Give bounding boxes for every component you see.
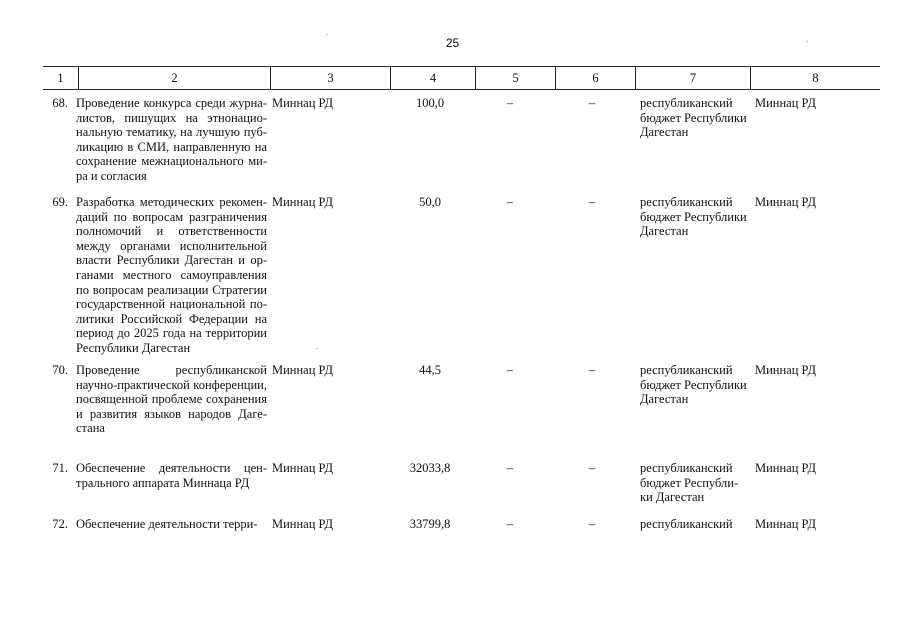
description-line: нальную тематику, на лучшую пуб- [76,125,267,140]
header-col-5: 5 [475,67,555,89]
executor: Миннац РД [272,96,334,110]
description-line: даций по вопросам разграничения [76,209,267,224]
executor: Миннац РД [272,195,334,209]
measure-description [76,363,267,436]
col6-dash: – [588,517,596,531]
row-number: 72. [52,517,68,531]
source-line: бюджет Республи- [640,475,739,490]
funding-source [640,363,752,407]
source-line: республиканский [640,96,733,110]
funding-source [640,96,752,140]
description-line: стана [76,421,105,436]
col5-dash: – [506,363,514,377]
page-number: 25 [445,36,460,50]
header-col-6: 6 [555,67,635,89]
responsible: Миннац РД [755,461,817,475]
description-line: Разработка методических рекомен- [76,195,267,209]
description-line: Проведение конкурса среди журна- [76,96,267,110]
table-header [43,66,880,90]
source-line: бюджет Республики [640,377,747,392]
header-col-1: 1 [57,70,64,85]
description-line: период до 2025 года на территории [76,326,267,341]
measure-description [76,195,267,356]
header-col-2: 2 [78,67,270,89]
description-line: литики Российской Федерации на [76,311,267,326]
row-number: 69. [52,195,68,209]
measure-description [76,517,267,532]
funding-source [640,195,752,239]
description-line: Обеспечение деятельности цен- [76,461,267,475]
description-line: государственной национальной по- [76,297,267,312]
source-line: Дагестан [640,392,689,407]
description-line: между органами исполнительной [76,238,267,253]
source-line: бюджет Республики [640,110,747,125]
description-line: Обеспечение деятельности терри- [76,517,258,531]
col6-dash: – [588,461,596,475]
description-line: посвященной проблеме сохранения [76,392,267,407]
description-line: и развития языков народов Даге- [76,406,267,421]
funding-source [640,461,752,505]
row-number: 70. [52,363,68,377]
col6-dash: – [588,96,596,110]
header-col-8: 8 [750,67,880,89]
description-line: сохранение межнационального ми- [76,154,267,169]
source-line: республиканский [640,461,733,475]
measure-description [76,461,267,490]
description-line: ликацию в СМИ, направленную на [76,139,267,154]
executor: Миннац РД [272,517,334,531]
responsible: Миннац РД [755,195,817,209]
col6-dash: – [588,195,596,209]
col5-dash: – [506,96,514,110]
description-line: власти Республики Дагестан и ор- [76,253,267,268]
row-number: 68. [52,96,68,110]
description-line: полномочий и ответственности [76,224,267,239]
source-line: Дагестан [640,125,689,140]
header-col-7: 7 [635,67,750,89]
funding-amount: 100,0 [415,96,445,110]
source-line: республиканский [640,517,733,531]
funding-amount: 32033,8 [409,461,451,475]
description-line: листов, пишущих на этнонацио- [76,110,267,125]
executor: Миннац РД [272,363,334,377]
scan-speck [806,41,808,42]
col5-dash: – [506,461,514,475]
scan-speck [316,348,318,349]
measure-description [76,96,267,184]
col6-dash: – [588,363,596,377]
description-line: ра и согласия [76,168,147,183]
scan-speck [326,34,328,35]
description-line: ганами местного самоуправления [76,267,267,282]
description-line: трального аппарата Миннаца РД [76,475,250,490]
funding-amount: 44,5 [419,363,441,377]
funding-amount: 33799,8 [409,517,451,531]
funding-source [640,517,752,532]
header-col-4: 4 [390,67,475,89]
row-number: 71. [52,461,68,475]
col5-dash: – [506,517,514,531]
header-col-3: 3 [270,67,390,89]
col5-dash: – [506,195,514,209]
source-line: ки Дагестан [640,490,705,505]
responsible: Миннац РД [755,517,817,531]
responsible: Миннац РД [755,363,817,377]
funding-amount: 50,0 [419,195,441,209]
source-line: Дагестан [640,224,689,239]
executor: Миннац РД [272,461,334,475]
source-line: республиканский [640,363,733,377]
responsible: Миннац РД [755,96,817,110]
description-line: по вопросам реализации Стратегии [76,282,267,297]
source-line: бюджет Республики [640,209,747,224]
source-line: республиканский [640,195,733,209]
description-line: научно-практической конференции, [76,377,267,392]
description-line: Проведение республиканской [76,363,267,377]
description-line: Республики Дагестан [76,340,191,355]
